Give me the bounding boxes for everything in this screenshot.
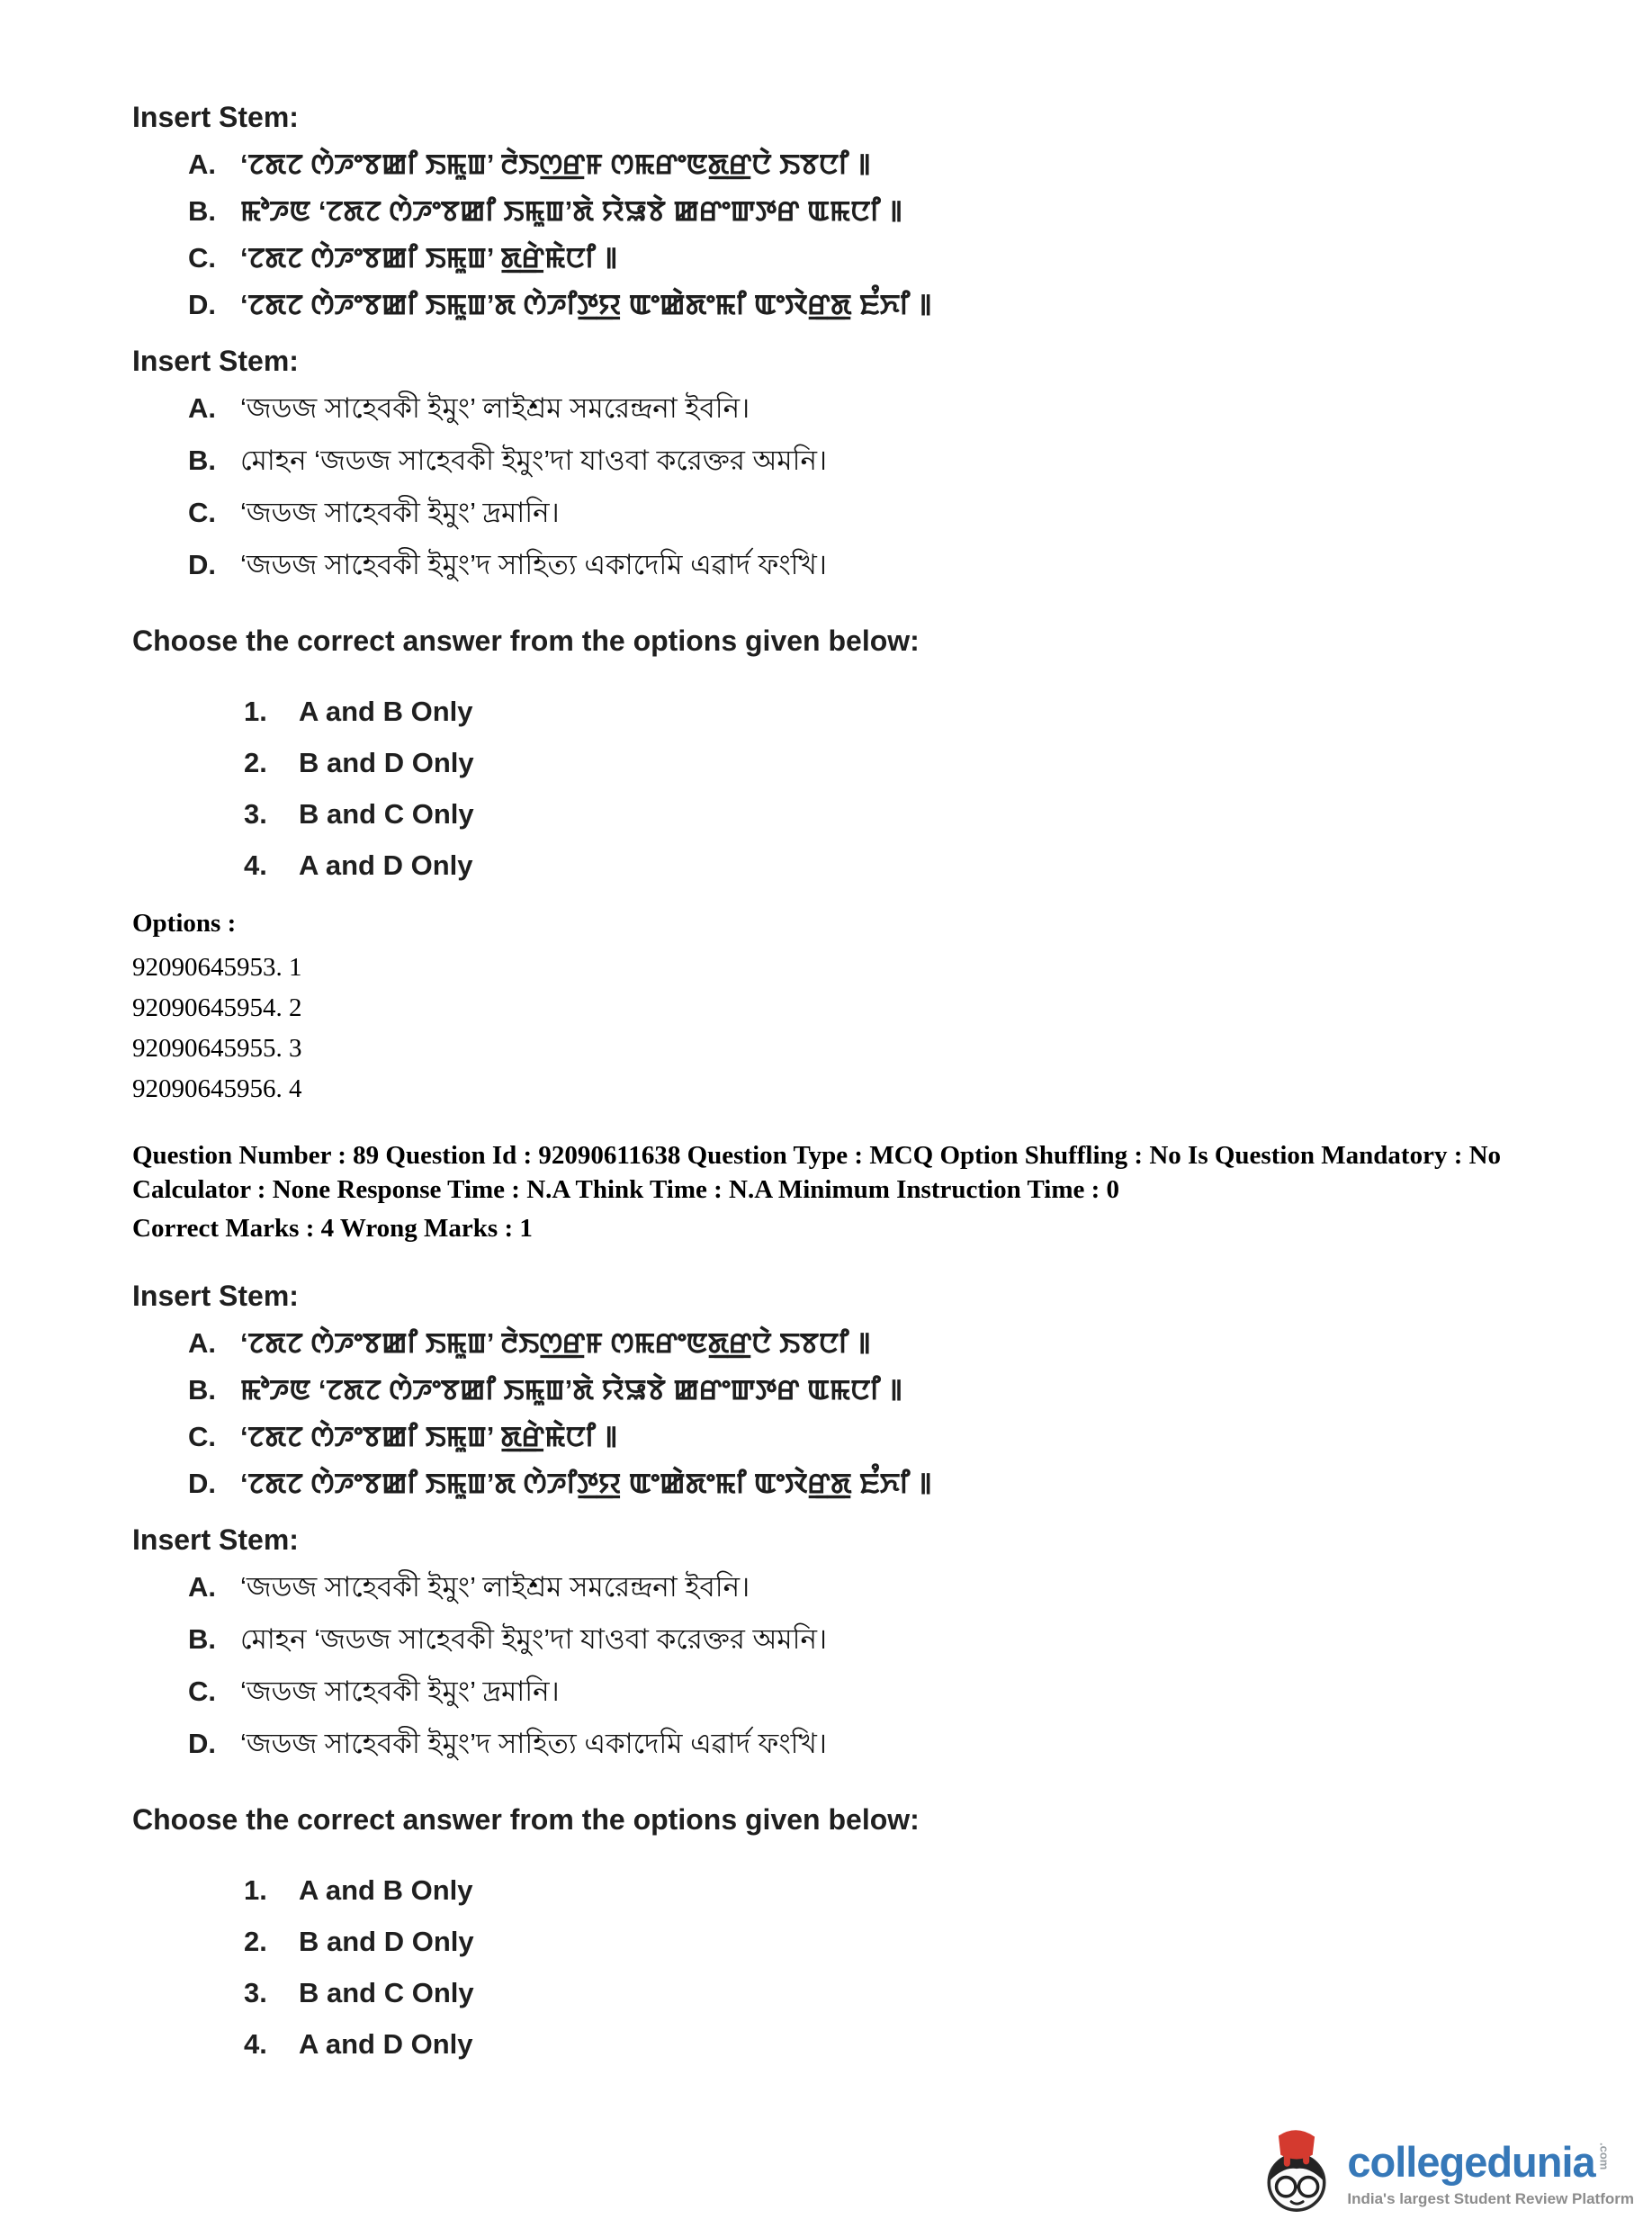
stem-option-row: [188, 1728, 1562, 1760]
stem-option-text: ‘জডজ সাহেবকী ইমুং’দ সাহিত্য একাদেমি এৱার্দ ফংখি।: [240, 549, 827, 580]
options-id-block: [132, 909, 1562, 1110]
stem-option-text: ‘ꯖꯗꯖ ꯁꯥꯍꯦꯕꯀꯤ ꯏꯃꯨꯡ’ ꯗ꯭ꯔꯥꯃꯥꯅꯤ ꯫: [240, 242, 618, 274]
stem-option-row: [188, 289, 1562, 321]
option-id-line: 92090645955. 3: [132, 1034, 302, 1063]
insert-stem-heading: Insert Stem:: [132, 1523, 299, 1556]
option-id-line: 92090645956. 4: [132, 1074, 302, 1103]
brand-row: [1347, 2137, 1634, 2186]
stem-option-text: ‘ꯖꯗꯖ ꯁꯥꯍꯦꯕꯀꯤ ꯏꯃꯨꯡ’ ꯂꯥꯏꯁ꯭ꯔꯝ ꯁꯃꯔꯦꯟꯗ꯭ꯔꯅꯥ ꯏꯕꯅꯤ ꯫: [240, 148, 871, 180]
options-heading: Options :: [132, 909, 237, 938]
option-id-line: 92090645954. 2: [132, 993, 302, 1022]
stem-option-row: [188, 148, 1562, 181]
answer-option-row: [244, 747, 1562, 779]
stem-option-label: A.: [188, 1571, 216, 1603]
stem-option-text: ‘জডজ সাহেবকী ইমুং’ দ্রমানি।: [240, 497, 560, 528]
answer-text: B and C Only: [299, 1977, 474, 2008]
answer-option-row: [244, 2028, 1562, 2061]
answer-option-row: [244, 1977, 1562, 2009]
answer-option-row: [244, 849, 1562, 882]
collegedunia-mascot-icon: [1259, 2127, 1334, 2221]
answer-option-row: [244, 1926, 1562, 1958]
stem-option-label: D.: [188, 1728, 216, 1759]
stem-list-bengali: [188, 1571, 1562, 1760]
answer-text: B and C Only: [299, 798, 474, 830]
stem-option-label: B.: [188, 1374, 216, 1406]
stem-option-label: C.: [188, 242, 216, 274]
stem-option-row: [188, 1675, 1562, 1708]
stem-option-label: B.: [188, 1623, 216, 1655]
stem-option-text: ‘ꯖꯗꯖ ꯁꯥꯍꯦꯕꯀꯤ ꯏꯃꯨꯡ’ ꯗ꯭ꯔꯥꯃꯥꯅꯤ ꯫: [240, 1421, 618, 1452]
brand-wordmark: collegedunia: [1347, 2137, 1595, 2186]
insert-stem-heading: Insert Stem:: [132, 101, 299, 133]
answer-number: 1.: [244, 1874, 267, 1906]
stem-option-text: ‘ꯖꯗꯖ ꯁꯥꯍꯦꯕꯀꯤ ꯏꯃꯨꯡ’ꯗ ꯁꯥꯍꯤꯇ꯭ꯌ ꯑꯦꯀꯥꯗꯦꯃꯤ ꯑꯦꯋꯥꯔ꯭ꯗ ꯐꯪꯈꯤ ꯫: [240, 289, 932, 320]
stem-option-row: [188, 445, 1562, 477]
answer-option-row: [244, 798, 1562, 831]
stem-option-label: D.: [188, 549, 216, 580]
stem-option-text: মোহন ‘জডজ সাহেবকী ইমুং’দা যাওবা করেক্তর অমনি।: [240, 1623, 828, 1655]
stem-option-text: ꯃꯣꯍꯟ ‘ꯖꯗꯖ ꯁꯥꯍꯦꯕꯀꯤ ꯏꯃꯨꯡ’ꯗꯥ ꯌꯥꯎꯕꯥ ꯀꯔꯦꯛꯇꯔ ꯑꯃꯅꯤ ꯫: [240, 1374, 902, 1406]
logo-text-group: [1347, 2137, 1634, 2208]
answer-text: A and B Only: [299, 1874, 473, 1906]
stem-option-label: A.: [188, 392, 216, 424]
brand-com-suffix: .com: [1597, 2142, 1612, 2170]
stem-list-meetei: [188, 1327, 1562, 1500]
stem-option-row: [188, 1374, 1562, 1406]
stem-option-label: D.: [188, 289, 216, 320]
answer-text: A and D Only: [299, 2028, 473, 2060]
stem-option-label: C.: [188, 1675, 216, 1707]
brand-tagline: India's largest Student Review Platform: [1347, 2189, 1634, 2207]
choose-instruction: Choose the correct answer from the options given below:: [132, 1803, 920, 1836]
stem-option-row: [188, 1571, 1562, 1604]
answer-text: A and B Only: [299, 696, 473, 727]
stem-option-row: [188, 195, 1562, 228]
question-meta-line: Question Number : 89 Question Id : 92090611638 Question Type : MCQ Option Shuffling : No Is Question Mandatory : No Calculator : None Response Time : N.A Think Time : N.A Minimum Instruction Time : 0: [132, 1141, 1502, 1204]
stem-option-row: [188, 497, 1562, 529]
answer-number: 4.: [244, 849, 267, 881]
stem-option-row: [188, 549, 1562, 581]
stem-option-row: [188, 242, 1562, 274]
stem-option-label: D.: [188, 1468, 216, 1499]
option-id-line: 92090645953. 1: [132, 953, 302, 982]
answer-number: 2.: [244, 1926, 267, 1957]
question-metadata: [132, 1138, 1562, 1245]
answer-number: 4.: [244, 2028, 267, 2060]
answer-options-list: [244, 1874, 1562, 2061]
answer-number: 1.: [244, 696, 267, 727]
question-block-1: [132, 101, 1562, 882]
correct-marks-line: Correct Marks : 4 Wrong Marks : 1: [132, 1214, 533, 1243]
answer-number: 3.: [244, 1977, 267, 2008]
answer-option-row: [244, 696, 1562, 728]
stem-option-text: ‘ꯖꯗꯖ ꯁꯥꯍꯦꯕꯀꯤ ꯏꯃꯨꯡ’ ꯂꯥꯏꯁ꯭ꯔꯝ ꯁꯃꯔꯦꯟꯗ꯭ꯔꯅꯥ ꯏꯕꯅꯤ ꯫: [240, 1327, 871, 1359]
answer-text: B and D Only: [299, 1926, 474, 1957]
answer-options-list: [244, 696, 1562, 882]
stem-option-label: A.: [188, 148, 216, 180]
stem-option-label: C.: [188, 497, 216, 528]
stem-option-text: মোহন ‘জডজ সাহেবকী ইমুং’দা যাওবা করেক্তর অমনি।: [240, 445, 828, 476]
stem-option-text: ‘জডজ সাহেবকী ইমুং’ লাইশ্রম সমরেন্দ্রনা ইবনি।: [240, 1571, 750, 1603]
answer-text: A and D Only: [299, 849, 473, 881]
insert-stem-heading: Insert Stem:: [132, 1280, 299, 1312]
collegedunia-logo: [1259, 2127, 1634, 2221]
stem-option-row: [188, 1623, 1562, 1656]
answer-number: 2.: [244, 747, 267, 778]
stem-option-row: [188, 1327, 1562, 1360]
stem-option-row: [188, 1421, 1562, 1453]
stem-list-bengali: [188, 392, 1562, 581]
choose-instruction: Choose the correct answer from the options given below:: [132, 624, 920, 657]
stem-option-row: [188, 392, 1562, 425]
stem-option-label: B.: [188, 445, 216, 476]
question-block-2: [132, 1280, 1562, 2061]
stem-list-meetei: [188, 148, 1562, 321]
stem-option-text: ‘জডজ সাহেবকী ইমুং’ লাইশ্রম সমরেন্দ্রনা ইবনি।: [240, 392, 750, 424]
stem-option-text: ‘জডজ সাহেবকী ইমুং’ দ্রমানি।: [240, 1675, 560, 1707]
stem-option-text: ‘জডজ সাহেবকী ইমুং’দ সাহিত্য একাদেমি এৱার্দ ফংখি।: [240, 1728, 827, 1759]
stem-option-text: ‘ꯖꯗꯖ ꯁꯥꯍꯦꯕꯀꯤ ꯏꯃꯨꯡ’ꯗ ꯁꯥꯍꯤꯇ꯭ꯌ ꯑꯦꯀꯥꯗꯦꯃꯤ ꯑꯦꯋꯥꯔ꯭ꯗ ꯐꯪꯈꯤ ꯫: [240, 1468, 932, 1499]
insert-stem-heading: Insert Stem:: [132, 345, 299, 377]
answer-text: B and D Only: [299, 747, 474, 778]
answer-option-row: [244, 1874, 1562, 1907]
stem-option-text: ꯃꯣꯍꯟ ‘ꯖꯗꯖ ꯁꯥꯍꯦꯕꯀꯤ ꯏꯃꯨꯡ’ꯗꯥ ꯌꯥꯎꯕꯥ ꯀꯔꯦꯛꯇꯔ ꯑꯃꯅꯤ ꯫: [240, 195, 902, 227]
stem-option-label: B.: [188, 195, 216, 227]
answer-number: 3.: [244, 798, 267, 830]
stem-option-label: A.: [188, 1327, 216, 1359]
stem-option-label: C.: [188, 1421, 216, 1452]
stem-option-row: [188, 1468, 1562, 1500]
